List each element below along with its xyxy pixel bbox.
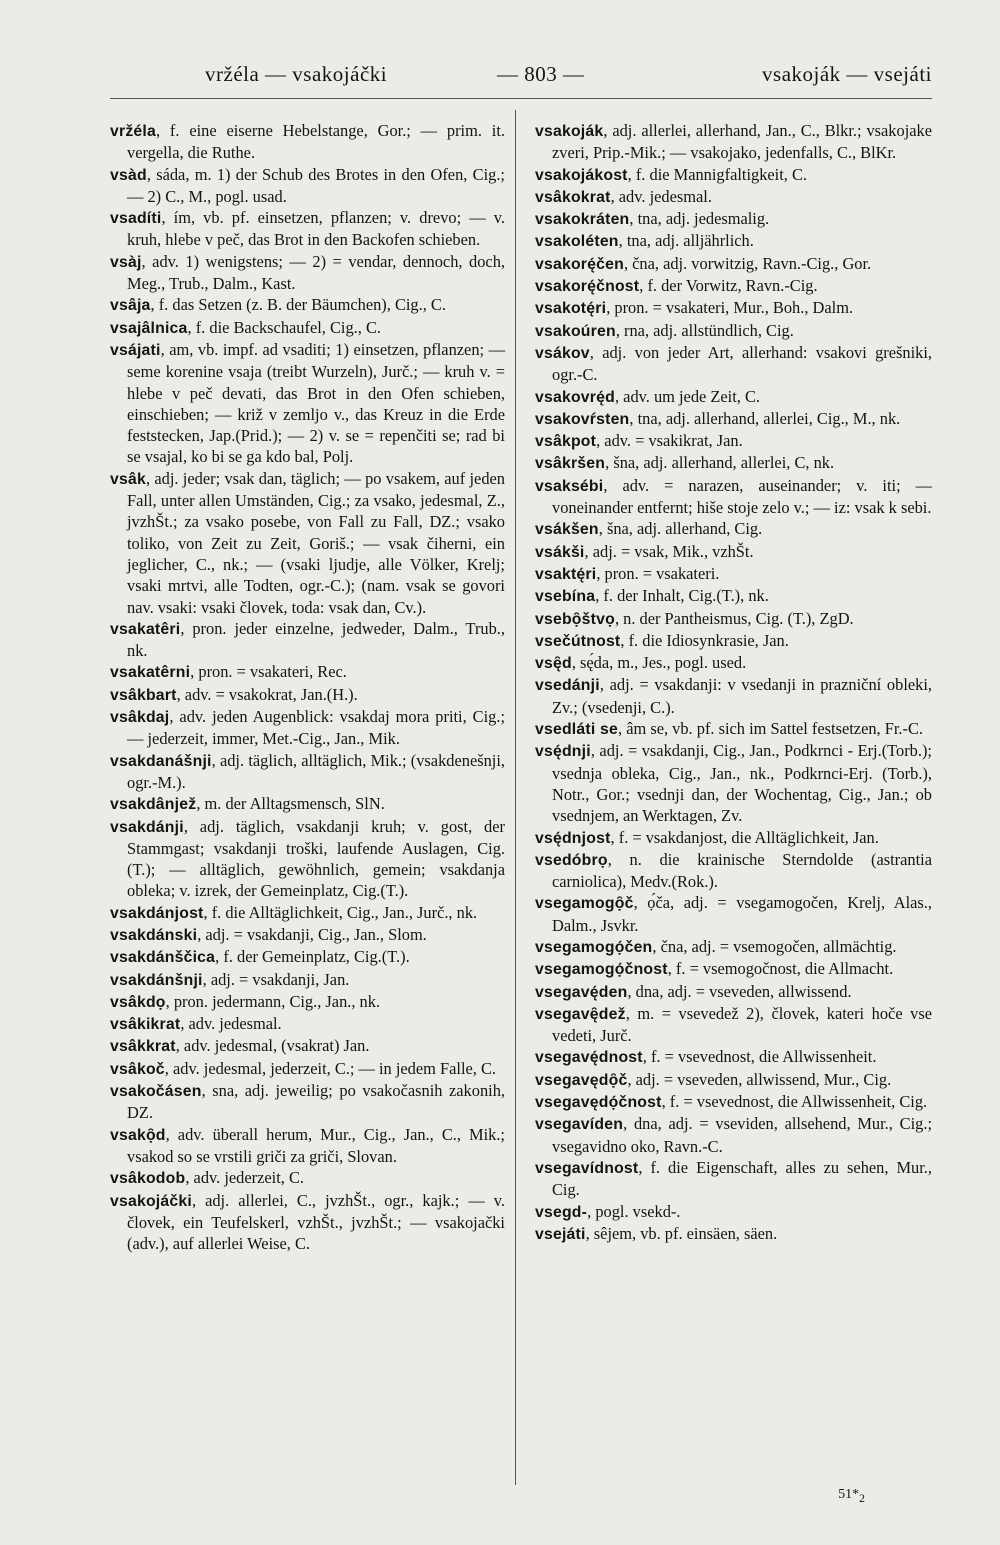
entry-headword: vsegavędọ́čnost bbox=[535, 1094, 662, 1112]
entry-definition: , f. die Mannigfaltigkeit, C. bbox=[627, 164, 808, 184]
entry-definition: , f. die Eigenschaft, alles zu sehen, Mur., Cig. bbox=[552, 1157, 932, 1200]
dictionary-entry bbox=[110, 706, 505, 750]
entry-headword: vsakovrę́d bbox=[535, 388, 615, 406]
entry-headword: vsakdánji bbox=[110, 818, 184, 836]
entry-headword: vsakoúren bbox=[535, 322, 616, 340]
entry-definition: , pron. = vsakateri, Rec. bbox=[190, 662, 347, 682]
dictionary-entry bbox=[110, 1035, 505, 1057]
entry-headword: vsâkkrat bbox=[110, 1038, 176, 1056]
entry-definition: , adj. allerlei, allerhand, Jan., C., Blkr.; vsakojake zveri, Prip.-Mik.; — vsakojako, jedenfalls, C., BlKr. bbox=[552, 121, 932, 163]
entry-definition: , tna, adj. alljährlich. bbox=[618, 231, 754, 251]
entry-headword: vsakdánjost bbox=[110, 904, 204, 922]
entry-definition: , dna, adj. = vseviden, allsehend, Mur., Cig.; vsegavidno oko, Ravn.-C. bbox=[552, 1114, 932, 1156]
entry-headword: vsakokráten bbox=[535, 211, 630, 229]
dictionary-entry bbox=[535, 164, 932, 186]
dictionary-entry bbox=[535, 297, 932, 319]
entry-definition: , adj. = vsakdanji, Jan. bbox=[202, 969, 350, 989]
entry-definition: , adj. von jeder Art, allerhand: vsakovi grešniki, ogr.-C. bbox=[552, 342, 932, 385]
entry-definition: , šna, adj. allerhand, Cig. bbox=[598, 519, 763, 539]
entry-headword: vsegavę́dnost bbox=[535, 1049, 643, 1067]
entry-headword: vsegamogọ̑č bbox=[535, 895, 634, 913]
dictionary-entry bbox=[535, 518, 932, 540]
entry-definition: , f. die Idiosynkrasie, Jan. bbox=[620, 630, 789, 650]
dictionary-entry bbox=[110, 1124, 505, 1168]
entry-headword: vsakdánski bbox=[110, 926, 198, 944]
dictionary-entry bbox=[535, 608, 932, 630]
running-header bbox=[110, 62, 932, 92]
dictionary-entry bbox=[110, 120, 505, 164]
entry-definition: , n. die krainische Sterndolde (astrantia carniolica), Medv.(Rok.). bbox=[552, 849, 932, 892]
dictionary-entry bbox=[110, 793, 505, 815]
entry-definition: , adv. überall herum, Mur., Cig., Jan., C., Mik.; vsakod so se vrstili griči za griči, Slovan. bbox=[127, 1124, 505, 1166]
entry-definition: , adv. = vsakikrat, Jan. bbox=[596, 431, 743, 451]
dictionary-entry bbox=[535, 230, 932, 252]
dictionary-entry bbox=[535, 652, 932, 674]
dictionary-entry bbox=[110, 294, 505, 316]
header-right-guide-words: vsakoják — vsejáti bbox=[762, 62, 932, 86]
entry-headword: vsakatêri bbox=[110, 620, 181, 638]
entry-definition: , f. der Vorwitz, Ravn.-Cig. bbox=[639, 276, 818, 296]
entry-definition: , šna, adj. allerhand, allerlei, C, nk. bbox=[605, 453, 835, 473]
dictionary-entry bbox=[110, 924, 505, 946]
dictionary-entry bbox=[110, 946, 505, 968]
entry-headword: vsakoléten bbox=[535, 233, 619, 251]
entry-headword: vsegavíden bbox=[535, 1116, 624, 1134]
entry-definition: , f. = vsevednost, die Allwissenheit, Cig. bbox=[661, 1092, 928, 1112]
entry-headword: vsę̑d bbox=[535, 655, 572, 673]
entry-headword: vsàj bbox=[110, 253, 142, 271]
dictionary-entry bbox=[110, 816, 505, 902]
dictionary-entry bbox=[535, 275, 932, 297]
entry-headword: vsegavę́den bbox=[535, 983, 628, 1001]
dictionary-entry bbox=[535, 827, 932, 849]
entry-headword: vsâkokrat bbox=[535, 188, 611, 206]
entry-headword: vsákov bbox=[535, 344, 590, 362]
dictionary-entry bbox=[535, 430, 932, 452]
entry-headword: vsegavędọ̑č bbox=[535, 1071, 628, 1089]
entry-definition: , am, vb. impf. ad vsaditi; 1) einsetzen, pflanzen; — seme korenine vsaja (treibt Wurzeln), Jurč.; — kruh v. = hlebe v peč devati, das Brot in den Ofen schieben, einschieben; — križ v zemljo v., das Kreuz in die Erde feststecken, Jap.(Prid.); — 2) v. se = repenčiti se; rad bi se vsajal, ko bi se ga kdo bal, Polj. bbox=[127, 339, 505, 467]
entry-headword: vsegavídnost bbox=[535, 1159, 639, 1177]
dictionary-entry bbox=[535, 630, 932, 652]
entry-headword: vsečútnost bbox=[535, 632, 621, 650]
entry-definition: , adv. jedesmal, jederzeit, C.; — in jedem Falle, C. bbox=[164, 1058, 496, 1078]
entry-definition: , adv. um jede Zeit, C. bbox=[614, 386, 761, 406]
entry-headword: vsegamogọ́čen bbox=[535, 938, 653, 956]
entry-definition: , f. der Gemeinplatz, Cig.(T.). bbox=[215, 947, 410, 967]
entry-definition: , pron. = vsakateri. bbox=[596, 563, 720, 583]
dictionary-entry bbox=[535, 585, 932, 607]
entry-definition: , f. der Inhalt, Cig.(T.), nk. bbox=[595, 586, 769, 606]
entry-definition: , adv. jedesmal. bbox=[180, 1014, 282, 1034]
entry-headword: vsâkršen bbox=[535, 455, 606, 473]
entry-headword: vsakorę́čnost bbox=[535, 278, 640, 296]
dictionary-entry bbox=[535, 1113, 932, 1157]
entry-definition: , adj. täglich, vsakdanji kruh; v. gost, der Stammgast; vsakdanji troški, laufende Auslagen, Cig.(T.); — alltäglich, gewöhnlich, gemein; vsakdanja obleka; v. izrek, der Gemeinplatz, Cig.(T.). bbox=[127, 816, 505, 901]
entry-definition: , adj. jeder; vsak dan, täglich; — po vsakem, auf jeden Fall, unter allen Umständen, Cig.; za vsako, jedesmal, Z., jvzhŠt.; za vsako posebe, von Fall zu Fall, DZ.; vsako toliko, von Zeit zu Zeit, Goriš.; — vsak čiherni, ein jeglicher, C., nk.; — (vsaki ljudje, alle Völker, Krelj; vsaki mrtvi, alle Todten, ogr.-C.); (nam. vsak se govori nav. vsaki: vsaki človek, toda: vsak dan, Cv.). bbox=[127, 468, 505, 617]
dictionary-entry bbox=[110, 969, 505, 991]
dictionary-entry bbox=[535, 674, 932, 718]
entry-headword: vsákši bbox=[535, 543, 585, 561]
dictionary-entry bbox=[110, 618, 505, 662]
entry-definition: , ọ́ča, adj. = vsegamogočen, Krelj, Alas., Dalm., Jsvkr. bbox=[552, 893, 932, 935]
entry-headword: vsę́dnjost bbox=[535, 829, 611, 847]
dictionary-entry bbox=[535, 1003, 932, 1047]
entry-headword: vsâk bbox=[110, 470, 146, 488]
entry-headword: vsegamogọ́čnost bbox=[535, 961, 668, 979]
entry-definition: , f. = vsevednost, die Allwissenheit. bbox=[642, 1047, 877, 1067]
entry-headword: vsakdanášnji bbox=[110, 752, 212, 770]
entry-headword: vsegd- bbox=[535, 1203, 588, 1221]
dictionary-entry bbox=[535, 475, 932, 519]
entry-definition: , adv. jeden Augenblick: vsakdaj mora priti, Cig.; — jederzeit, immer, Met.-Cig., Jan., Mik. bbox=[127, 707, 505, 749]
entry-headword: vsaksébi bbox=[535, 477, 604, 495]
dictionary-entry bbox=[535, 120, 932, 164]
entry-definition: , adv. = narazen, auseinander; v. iti; — voneinander entfernt; hiše stoje zelo v.; — iz: vsak k sebi. bbox=[552, 475, 932, 518]
dictionary-entry bbox=[535, 1069, 932, 1091]
entry-definition: , adv. 1) wenigstens; — 2) = vendar, dennoch, doch, Meg., Trub., Dalm., Kast. bbox=[127, 251, 505, 294]
dictionary-entry bbox=[535, 386, 932, 408]
entry-definition: , f. die Backschaufel, Cig., C. bbox=[187, 317, 381, 337]
entry-definition: , pron. jeder einzelne, jedweder, Dalm., Trub., nk. bbox=[127, 618, 505, 661]
signature-mark bbox=[838, 1487, 865, 1505]
entry-headword: vsę́dnji bbox=[535, 743, 591, 761]
entry-definition: , f. = vsemogočnost, die Allmacht. bbox=[667, 959, 894, 979]
entry-headword: vsâkbart bbox=[110, 686, 177, 704]
entry-headword: vsakojákost bbox=[535, 166, 628, 184]
entry-definition: , adv. jedesmal, (vsakrat) Jan. bbox=[175, 1036, 370, 1056]
entry-headword: vsakotę́ri bbox=[535, 300, 607, 318]
entry-definition: , tna, adj. allerhand, allerlei, Cig., M., nk. bbox=[629, 408, 901, 428]
dictionary-entry bbox=[535, 342, 932, 386]
dictionary-entry bbox=[535, 452, 932, 474]
entry-headword: vsebína bbox=[535, 588, 596, 606]
entry-headword: vsakọ̑d bbox=[110, 1126, 166, 1144]
right-column bbox=[535, 120, 932, 1245]
dictionary-entry bbox=[110, 207, 505, 251]
dictionary-entry bbox=[535, 186, 932, 208]
dictionary-entry bbox=[535, 1223, 932, 1245]
dictionary-entry bbox=[535, 718, 932, 740]
entry-headword: vsâja bbox=[110, 297, 151, 315]
entry-definition: , adj. = vsakdanji, Cig., Jan., Slom. bbox=[197, 924, 427, 944]
dictionary-entry bbox=[535, 563, 932, 585]
entry-headword: vsajâlnica bbox=[110, 319, 188, 337]
entry-definition: , ím, vb. pf. einsetzen, pflanzen; v. drevo; — v. kruh, hlebe v peč, das Brot in den Backofen schieben. bbox=[127, 208, 505, 250]
entry-definition: , m. = vsevedež 2), človek, kateri hoče vse vedeti, Jurč. bbox=[552, 1003, 932, 1046]
entry-headword: vsájati bbox=[110, 341, 161, 359]
entry-headword: vsâkdaj bbox=[110, 709, 170, 727]
dictionary-entry bbox=[535, 320, 932, 342]
dictionary-entry bbox=[110, 684, 505, 706]
entry-headword: vsakočásen bbox=[110, 1083, 202, 1101]
entry-definition: , f. = vsakdanjost, die Alltäglichkeit, Jan. bbox=[610, 827, 879, 847]
entry-definition: , adj. = vsakdanji: v vsedanji in prazniční obleki, Zv.; (vsedenji, C.). bbox=[552, 675, 932, 717]
dictionary-entry bbox=[110, 1058, 505, 1080]
entry-headword: vsakoják bbox=[535, 123, 604, 140]
entry-headword: vsedánji bbox=[535, 677, 600, 695]
entry-definition: , adv. jedesmal. bbox=[610, 186, 712, 206]
dictionary-entry bbox=[110, 750, 505, 794]
dictionary-entry bbox=[535, 849, 932, 893]
entry-headword: vsebọ̑štvọ bbox=[535, 610, 615, 628]
entry-definition: , adj. allerlei, C., jvzhŠt., ogr., kajk.; — v. človek, ein Teufelskerl, vzhŠt., jvzhŠt.; — vsakojački (adv.), auf allerlei Weise, C. bbox=[127, 1190, 505, 1254]
entry-headword: vsâkikrat bbox=[110, 1016, 181, 1034]
entry-headword: vsâkpot bbox=[535, 433, 597, 451]
entry-headword: vržéla bbox=[110, 123, 156, 140]
signature-text: 51* bbox=[838, 1487, 860, 1502]
entry-headword: vsàd bbox=[110, 166, 147, 184]
entry-definition: , sna, adj. jeweilig; po vsakočasnih zakonih, DZ. bbox=[127, 1081, 505, 1123]
entry-definition: , adj. = vseveden, allwissend, Mur., Cig. bbox=[627, 1069, 892, 1089]
entry-headword: vsakorę́čen bbox=[535, 255, 624, 273]
entry-definition: , pron. = vsakateri, Mur., Boh., Dalm. bbox=[606, 298, 854, 318]
entry-definition: , tna, adj. jedesmalig. bbox=[629, 209, 770, 229]
entry-definition: , âm se, vb. pf. sich im Sattel festsetzen, Fr.-C. bbox=[618, 719, 923, 739]
entry-definition: , adj. täglich, alltäglich, Mik.; (vsakdenešnji, ogr.-M.). bbox=[127, 750, 505, 792]
header-left-guide-words: vržéla — vsakojáčki bbox=[205, 62, 388, 86]
dictionary-entry bbox=[535, 1091, 932, 1113]
entry-definition: , sę́da, m., Jes., pogl. used. bbox=[571, 653, 747, 673]
dictionary-entry bbox=[535, 1157, 932, 1201]
entry-definition: , f. die Alltäglichkeit, Cig., Jan., Jurč., nk. bbox=[203, 902, 478, 922]
column-divider bbox=[515, 110, 516, 1485]
entry-headword: vsakdánščica bbox=[110, 949, 216, 967]
dictionary-entry bbox=[535, 1201, 932, 1223]
entry-headword: vsedláti se bbox=[535, 721, 618, 739]
entry-definition: , pogl. vsekd-. bbox=[587, 1201, 681, 1221]
dictionary-entry bbox=[535, 408, 932, 430]
entry-definition: , n. der Pantheismus, Cig. (T.), ZgD. bbox=[614, 608, 854, 628]
entry-definition: , rna, adj. allstündlich, Cig. bbox=[615, 320, 794, 340]
dictionary-entry bbox=[535, 740, 932, 826]
dictionary-entry bbox=[110, 317, 505, 339]
dictionary-entry bbox=[110, 468, 505, 618]
header-rule bbox=[110, 98, 932, 99]
entry-headword: vsakdânjež bbox=[110, 796, 197, 814]
entry-definition: , sáda, m. 1) der Schub des Brotes in den Ofen, Cig.; — 2) C., M., pogl. usad. bbox=[127, 164, 505, 206]
dictionary-entry bbox=[110, 339, 505, 468]
entry-definition: , adv. = vsakokrat, Jan.(H.). bbox=[176, 684, 358, 704]
entry-definition: , dna, adj. = vseveden, allwissend. bbox=[627, 981, 852, 1001]
entry-definition: , adj. = vsak, Mik., vzhŠt. bbox=[584, 541, 754, 561]
dictionary-entry bbox=[535, 892, 932, 936]
dictionary-entry bbox=[535, 1046, 932, 1068]
entry-headword: vsejáti bbox=[535, 1225, 586, 1243]
page-number: — 803 — bbox=[497, 62, 585, 86]
dictionary-entry bbox=[535, 958, 932, 980]
dictionary-entry bbox=[110, 1190, 505, 1255]
entry-headword: vsakojáčki bbox=[110, 1192, 192, 1210]
entry-headword: vsaktę́ri bbox=[535, 565, 597, 583]
dictionary-entry bbox=[535, 253, 932, 275]
dictionary-entry bbox=[110, 902, 505, 924]
dictionary-entry bbox=[110, 1167, 505, 1189]
dictionary-entry bbox=[110, 164, 505, 208]
entry-definition: , čna, adj. vorwitzig, Ravn.-Cig., Gor. bbox=[623, 253, 872, 273]
entry-headword: vsakovŕsten bbox=[535, 410, 630, 428]
dictionary-entry bbox=[535, 981, 932, 1003]
entry-headword: vsâkdọ bbox=[110, 993, 166, 1011]
entry-headword: vsadíti bbox=[110, 210, 162, 228]
entry-headword: vsâkodob bbox=[110, 1170, 186, 1188]
entry-definition: , sêjem, vb. pf. einsäen, säen. bbox=[585, 1223, 778, 1243]
entry-headword: vsakdánšnji bbox=[110, 971, 203, 989]
entry-headword: vsakatêrni bbox=[110, 664, 191, 682]
signature-subscript: 2 bbox=[859, 1491, 865, 1505]
dictionary-entry bbox=[110, 1013, 505, 1035]
dictionary-entry bbox=[110, 251, 505, 295]
dictionary-entry bbox=[110, 991, 505, 1013]
entry-headword: vsegavę̑dež bbox=[535, 1005, 626, 1023]
dictionary-entry bbox=[110, 1080, 505, 1124]
left-column bbox=[110, 120, 505, 1254]
entry-definition: , m. der Alltagsmensch, SlN. bbox=[196, 794, 385, 814]
entry-headword: vsedóbrọ bbox=[535, 851, 608, 869]
entry-definition: , f. das Setzen (z. B. der Bäumchen), Cig., C. bbox=[150, 295, 446, 315]
entry-definition: , čna, adj. = vsemogočen, allmächtig. bbox=[652, 936, 897, 956]
dictionary-entry bbox=[535, 208, 932, 230]
entry-headword: vsákšen bbox=[535, 521, 599, 539]
entry-definition: , adv. jederzeit, C. bbox=[185, 1168, 304, 1188]
entry-headword: vsâkoč bbox=[110, 1060, 165, 1078]
dictionary-entry bbox=[535, 541, 932, 563]
entry-definition: , adj. = vsakdanji, Cig., Jan., Podkrnci - Erj.(Torb.); vsednja obleka, Cig., Jan., nk., Podkrnci-Erj. (Torb.), Notr., Gor.; vsednji dan, der Wochentag, Cig., Jan.; ob vsednjem, an Werktagen, Zv. bbox=[552, 741, 932, 826]
dictionary-entry bbox=[535, 936, 932, 958]
entry-definition: , pron. jedermann, Cig., Jan., nk. bbox=[165, 991, 381, 1011]
dictionary-entry bbox=[110, 661, 505, 683]
entry-definition: , f. eine eiserne Hebelstange, Gor.; — prim. it. vergella, die Ruthe. bbox=[127, 121, 505, 163]
